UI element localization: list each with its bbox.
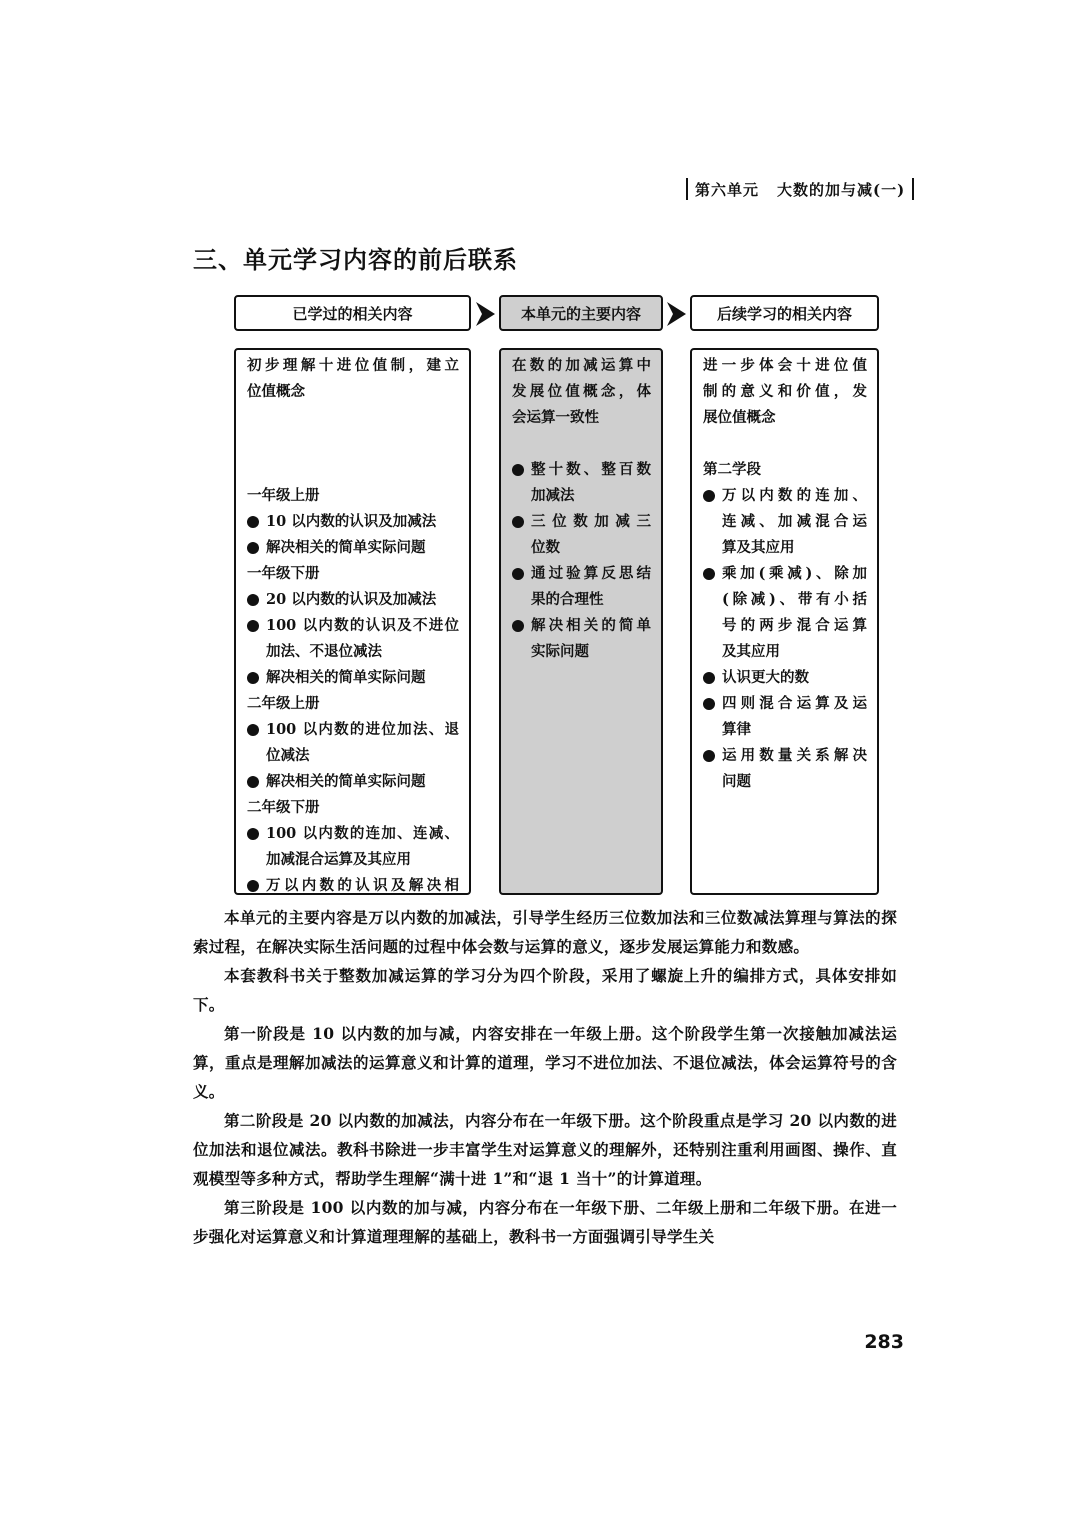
summary-line: 进一步体会十进位值 xyxy=(703,357,867,374)
summary-line: 位值概念 xyxy=(247,383,305,400)
list-item: 100 以内数的进位加法、退 位减法 xyxy=(247,717,459,769)
list-item: 解决相关的简单实际问题 xyxy=(247,535,459,561)
list-item: 运用数量关系解决 问题 xyxy=(703,743,867,795)
paragraph: 本套教科书关于整数加减运算的学习分为四个阶段，采用了螺旋上升的编排方式，具体安排如下。 xyxy=(193,966,897,1014)
column-heading-prior: 已学过的相关内容 xyxy=(234,295,471,331)
list-item: 10 以内数的认识及加减法 xyxy=(247,509,459,535)
list-item: 解决相关的简单实际问题 xyxy=(247,769,459,795)
grade-heading: 一年级上册 xyxy=(247,488,320,504)
summary-line: 发展位值概念，体 xyxy=(512,383,651,400)
grade-heading: 一年级下册 xyxy=(247,566,320,582)
summary-line: 展位值概念 xyxy=(703,409,776,426)
list-item: 通过验算反思结 果的合理性 xyxy=(512,561,651,613)
list-item: 四则混合运算及运 算律 xyxy=(703,691,867,743)
paragraph: 本单元的主要内容是万以内数的加减法，引导学生经历三位数加法和三位数减法算理与算法的探索过程，在解决实际生活问题的过程中体会数与运算的意义，逐步发展运算能力和数感。 xyxy=(193,908,897,956)
list-item: 100 以内数的连加、连减、 加减混合运算及其应用 xyxy=(247,821,459,873)
column-prior xyxy=(234,348,471,895)
body-text xyxy=(193,903,897,1251)
list-item: 20 以内数的认识及加减法 xyxy=(247,587,459,613)
grade-heading: 二年级下册 xyxy=(247,800,320,816)
running-header xyxy=(686,178,938,200)
section-title: 三、单元学习内容的前后联系 xyxy=(193,246,518,274)
arrow-right-icon xyxy=(474,301,496,327)
column-future xyxy=(690,348,879,895)
list-item: 认识更大的数 xyxy=(703,665,867,691)
list-item: 整十数、整百数 加减法 xyxy=(512,457,651,509)
column-current xyxy=(499,348,663,895)
column-heading-current: 本单元的主要内容 xyxy=(499,295,663,331)
list-item: 三位数加减三 位数 xyxy=(512,509,651,561)
stage-heading: 第二学段 xyxy=(703,462,761,478)
header-text xyxy=(688,179,912,200)
list-item: 解决相关的简单实际问题 xyxy=(247,665,459,691)
paragraph: 第三阶段是 100 以内数的加与减，内容分布在一年级下册、二年级上册和二年级下册。在进一步强化对运算意义和计算道理理解的基础上，教科书一方面强调引导学生关 xyxy=(193,1198,897,1246)
paragraph: 第二阶段是 20 以内数的加减法，内容分布在一年级下册。这个阶段重点是学习 20 以内数的进位加法和退位减法。教科书除进一步丰富学生对运算意义的理解外，还特别注重利用画图、操作、直观模型等多种方式，帮助学生理解“满十进 1”和“退 1 当十”的计算道理。 xyxy=(193,1111,897,1188)
summary-line: 会运算一致性 xyxy=(512,409,599,426)
summary-line: 在数的加减运算中 xyxy=(512,357,651,374)
list-item: 乘加(乘减)、除加 (除减)、带有小括 号的两步混合运算 及其应用 xyxy=(703,561,867,665)
list-item: 100 以内数的认识及不进位 加法、不退位减法 xyxy=(247,613,459,665)
header-unit: 第六单元 xyxy=(695,180,760,199)
list-item: 万以内数的连加、 连减、加减混合运 算及其应用 xyxy=(703,483,867,561)
summary-line: 制的意义和价值，发 xyxy=(703,383,867,400)
summary-line: 初步理解十进位值制，建立 xyxy=(247,357,459,374)
header-rule-right xyxy=(912,178,914,200)
paragraph: 第一阶段是 10 以内数的加与减，内容安排在一年级上册。这个阶段学生第一次接触加减法运算，重点是理解加减法的运算意义和计算的道理，学习不进位加法、不退位减法，体会运算符号的含义。 xyxy=(193,1024,897,1101)
page-number: 283 xyxy=(864,1331,904,1353)
grade-heading: 二年级上册 xyxy=(247,696,320,712)
list-item: 解决相关的简单 实际问题 xyxy=(512,613,651,665)
column-heading-future: 后续学习的相关内容 xyxy=(690,295,879,331)
arrow-right-icon xyxy=(665,301,687,327)
list-item: 万以内数的认识及解决相 xyxy=(247,873,459,895)
header-topic: 大数的加与减(一) xyxy=(777,180,906,199)
